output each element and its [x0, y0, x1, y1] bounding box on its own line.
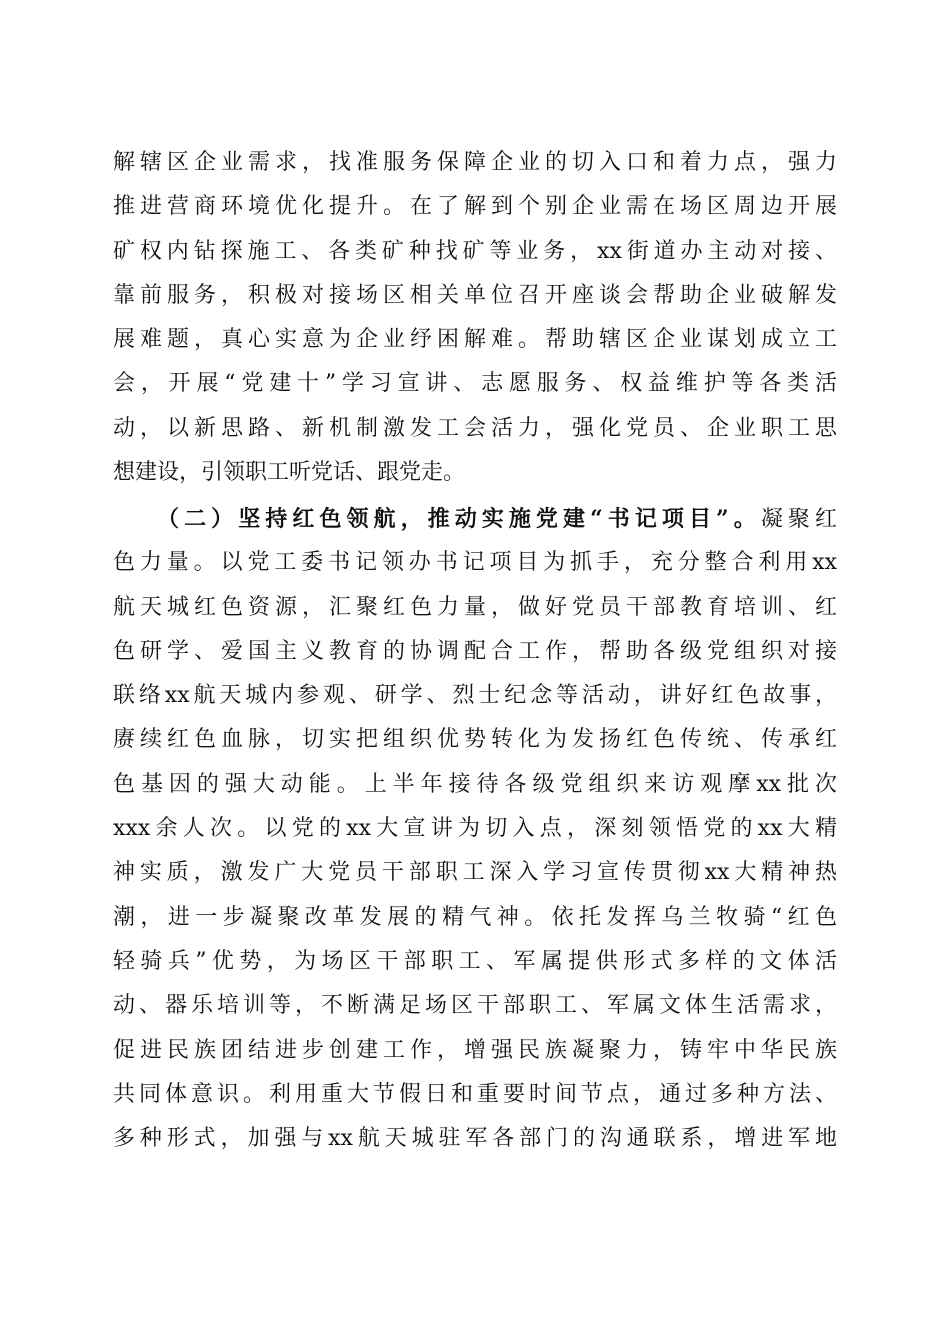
- paragraph-2-first-line: [113, 497, 837, 541]
- text-line: 轻骑兵”优势，为场区干部职工、军属提供形式多样的文体活: [113, 948, 837, 974]
- text-line: 色力量。以党工委书记领办书记项目为抓手，充分整合利用xx: [113, 550, 837, 576]
- text-line: 色研学、爱国主义教育的协调配合工作，帮助各级党组织对接: [113, 638, 837, 664]
- text-line: 展难题，真心实意为企业纾困解难。帮助辖区企业谋划成立工: [113, 327, 837, 353]
- text-line: 推进营商环境优化提升。在了解到个别企业需在场区周边开展: [113, 194, 837, 220]
- text-line: xxx余人次。以党的xx大宣讲为切入点，深刻领悟党的xx大精: [113, 816, 837, 842]
- section-heading: （二）坚持红色领航，推动实施党建“书记项目”。: [157, 506, 761, 532]
- text-line: 神实质，激发广大党员干部职工深入学习宣传贯彻xx大精神热: [113, 860, 837, 886]
- text-line: 动，以新思路、新机制激发工会活力，强化党员、企业职工思: [113, 415, 837, 441]
- text-line: 矿权内钻探施工、各类矿种找矿等业务，xx街道办主动对接、: [113, 238, 837, 264]
- text-line: 促进民族团结进步创建工作，增强民族凝聚力，铸牢中华民族: [113, 1037, 837, 1063]
- text-line: 会，开展“党建十”学习宣讲、志愿服务、权益维护等各类活: [113, 371, 837, 397]
- text-line: 靠前服务，积极对接场区相关单位召开座谈会帮助企业破解发: [113, 282, 837, 308]
- text-line: 动、器乐培训等，不断满足场区干部职工、军属文体生活需求，: [113, 993, 837, 1019]
- text-line: 潮，进一步凝聚改革发展的精气神。依托发挥乌兰牧骑“红色: [113, 904, 837, 930]
- text-line: 解辖区企业需求，找准服务保障企业的切入口和着力点，强力: [113, 150, 837, 175]
- paragraph-2: [113, 497, 837, 1161]
- text-line: 想建设，引领职工听党话、跟党走。: [113, 460, 466, 486]
- text-line: 赓续红色血脉，切实把组织优势转化为发扬红色传统、传承红: [113, 727, 837, 753]
- heading-trailing-text: 凝聚红: [760, 507, 837, 532]
- text-line: 多种形式，加强与xx航天城驻军各部门的沟通联系，增进军地: [113, 1126, 837, 1152]
- text-line: 联络xx航天城内参观、研学、烈士纪念等活动，讲好红色故事，: [113, 683, 837, 709]
- text-line: 航天城红色资源，汇聚红色力量，做好党员干部教育培训、红: [113, 594, 837, 620]
- text-line: 色基因的强大动能。上半年接待各级党组织来访观摩xx批次: [113, 771, 837, 797]
- text-line: 共同体意识。利用重大节假日和重要时间节点，通过多种方法、: [113, 1081, 837, 1107]
- paragraph-1: [113, 141, 837, 495]
